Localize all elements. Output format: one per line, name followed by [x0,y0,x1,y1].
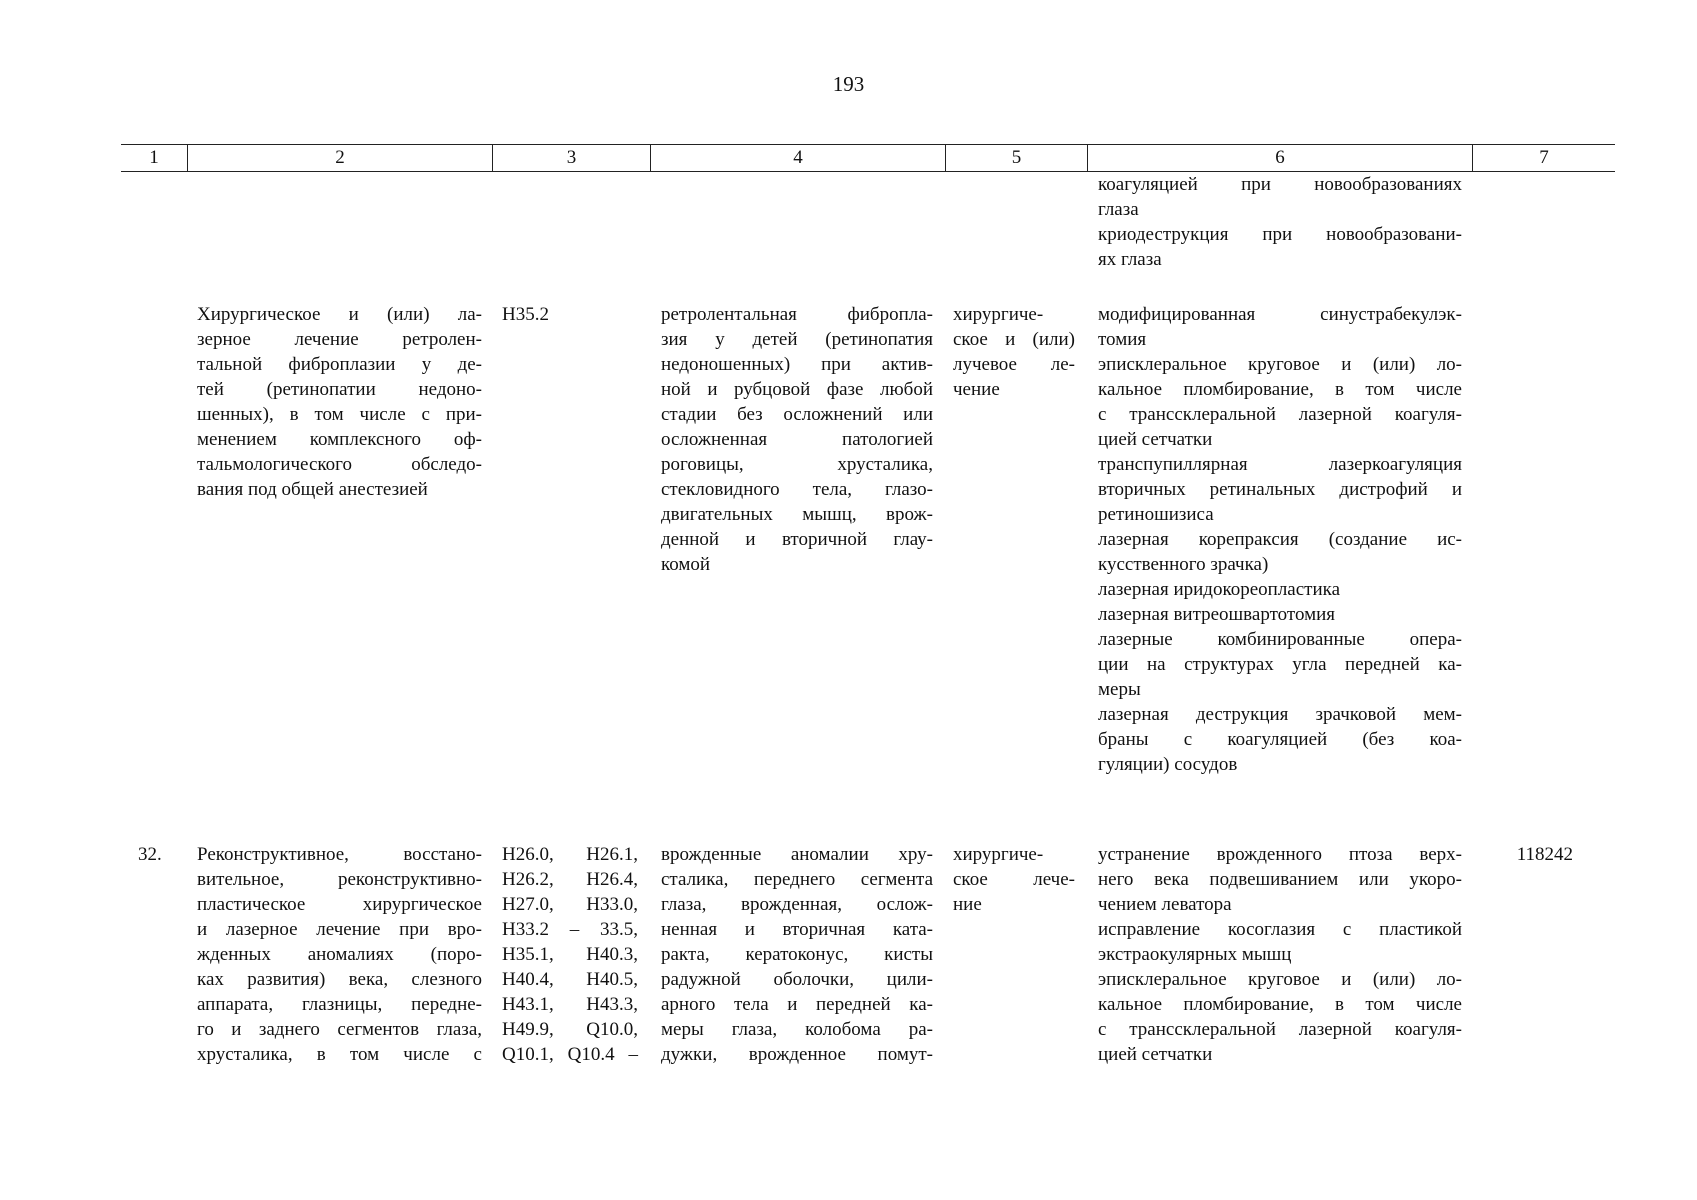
name-line: го и заднего сегментов глаза, [197,1019,482,1040]
name-line: ках развития) века, слезного [197,969,482,990]
method-line: криодеструкция при новообразовани- [1098,224,1462,245]
method-line: исправление косоглазия с пластикой [1098,919,1462,940]
name-line: и лазерное лечение при вро- [197,919,482,940]
method-item [1098,602,1462,627]
name-line: Хирургическое и (или) ла- [197,304,482,325]
method-line: ции на структурах угла передней ка- [1098,654,1462,675]
name-line: жденных аномалиях (поро- [197,944,482,965]
method-line: лазерная иридокореопластика [1098,579,1341,600]
page-number: 193 [832,72,865,96]
row-b-methods-cell [1098,842,1462,1067]
header-col-5: 5 [946,145,1088,171]
row-b-name-cell [197,842,482,1067]
method-line: глаза [1098,199,1139,220]
name-line: тальмологического обследо- [197,454,482,475]
code-line: H27.0, H33.0, [502,894,638,915]
treatment-line: ние [953,894,982,915]
name-line: аппарата, глазницы, передне- [197,994,482,1015]
method-item [1098,527,1462,577]
name-line: шенных), в том числе с при- [197,404,482,425]
model-line: дужки, врожденное помут- [661,1044,933,1065]
method-item [1098,302,1462,352]
row-a-methods-cell [1098,302,1462,777]
table-header [121,144,1615,172]
treatment-line: хирургиче- [953,844,1044,865]
method-line: с транссклеральной лазерной коагуля- [1098,404,1462,425]
method-line: чением леватора [1098,894,1232,915]
method-line: модифицированная синустрабекулэк- [1098,304,1462,325]
model-line: осложненная патологией [661,429,933,450]
method-line: томия [1098,329,1147,350]
header-col-7: 7 [1539,147,1549,168]
row-b-cost: 118242 [1516,844,1573,865]
code-line: H40.4, H40.5, [502,969,638,990]
name-line: вительное, реконструктивно- [197,869,482,890]
code-line: H26.2, H26.4, [502,869,638,890]
code-line: H33.2 – 33.5, [502,919,638,940]
name-line: вания под общей анестезией [197,479,428,500]
model-line: ной и рубцовой фазе любой [661,379,933,400]
name-line: пластическое хирургическое [197,894,482,915]
name-line: Реконструктивное, восстано- [197,844,482,865]
row-a-name-cell [197,302,482,502]
header-col-2: 2 [188,145,493,171]
treatment-line: чение [953,379,1000,400]
method-item [1098,967,1462,1067]
code-line: H35.2 [502,304,549,325]
method-item [1098,917,1462,967]
model-line: глаза, врожденная, ослож- [661,894,933,915]
model-line: ракта, кератоконус, кисты [661,944,933,965]
model-line: роговицы, хрусталика, [661,454,933,475]
method-line: эписклеральное круговое и (или) ло- [1098,354,1462,375]
method-line: лазерная витреошвартотомия [1098,604,1336,625]
method-item [1098,842,1462,917]
name-line: зерное лечение ретролен- [197,329,482,350]
method-line: лазерная деструкция зрачковой мем- [1098,704,1462,725]
method-line: лазерные комбинированные опера- [1098,629,1462,650]
treatment-line: лучевое ле- [953,354,1075,375]
row-a-codes-cell [502,302,638,327]
method-line: лазерная корепраксия (создание ис- [1098,529,1462,550]
model-line: врожденные аномалии хру- [661,844,933,865]
name-line: хрусталика, в том числе с [197,1044,482,1065]
method-line: кальное пломбирование, в том числе [1098,379,1462,400]
method-item [1098,222,1462,272]
method-line: браны с коагуляцией (без коа- [1098,729,1462,750]
code-line: H43.1, H43.3, [502,994,638,1015]
continuation-methods-cell [1098,172,1462,272]
model-line: меры глаза, колобома ра- [661,1019,933,1040]
method-line: устранение врожденного птоза верх- [1098,844,1462,865]
method-item [1098,627,1462,702]
method-line: коагуляцией при новообразованиях [1098,174,1462,195]
model-line: ненная и вторичная ката- [661,919,933,940]
model-line: недоношенных) при актив- [661,354,933,375]
method-line: транспупиллярная лазеркоагуляция [1098,454,1462,475]
code-line: H49.9, Q10.0, [502,1019,638,1040]
row-a-model-cell [661,302,933,577]
method-line: цией сетчатки [1098,429,1213,450]
treatment-line: ское лече- [953,869,1075,890]
treatment-line: ское и (или) [953,329,1075,350]
name-line: тальной фиброплазии у де- [197,354,482,375]
code-line: H35.1, H40.3, [502,944,638,965]
method-line: ретиношизиса [1098,504,1214,525]
code-line: H26.0, H26.1, [502,844,638,865]
model-line: арного тела и передней ка- [661,994,933,1015]
method-item [1098,577,1462,602]
method-line: эписклеральное круговое и (или) ло- [1098,969,1462,990]
model-line: денной и вторичной глау- [661,529,933,550]
model-line: двигательных мышц, врож- [661,504,933,525]
header-col-4: 4 [651,145,946,171]
model-line: комой [661,554,711,575]
model-line: зия у детей (ретинопатия [661,329,933,350]
row-b-treatment-cell [953,842,1075,917]
name-line: тей (ретинопатии недоно- [197,379,482,400]
method-line: меры [1098,679,1141,700]
row-a-treatment-cell [953,302,1075,402]
header-col-6: 6 [1088,145,1473,171]
model-line: сталика, переднего сегмента [661,869,933,890]
model-line: радужной оболочки, цили- [661,969,933,990]
model-line: стадии без осложнений или [661,404,933,425]
model-line: стекловидного тела, глазо- [661,479,933,500]
method-item [1098,352,1462,452]
method-line: вторичных ретинальных дистрофий и [1098,479,1462,500]
method-line: него века подвешиванием или укоро- [1098,869,1462,890]
method-line: с транссклеральной лазерной коагуля- [1098,1019,1462,1040]
treatment-line: хирургиче- [953,304,1044,325]
model-line: ретролентальная фиброплa- [661,304,933,325]
method-item [1098,702,1462,777]
method-line: ях глаза [1098,249,1162,270]
row-b-codes-cell [502,842,638,1067]
method-line: цией сетчатки [1098,1044,1213,1065]
header-col-3: 3 [493,145,651,171]
method-item [1098,172,1462,222]
method-line: гуляции) сосудов [1098,754,1238,775]
method-line: кусственного зрачка) [1098,554,1269,575]
method-line: кальное пломбирование, в том числе [1098,994,1462,1015]
code-line: Q10.1, Q10.4 – [502,1044,638,1065]
row-b-model-cell [661,842,933,1067]
row-b-number: 32. [138,844,162,865]
name-line: менением комплексного оф- [197,429,482,450]
method-line: экстраокулярных мышц [1098,944,1292,965]
header-col-1: 1 [121,145,188,171]
method-item [1098,452,1462,527]
